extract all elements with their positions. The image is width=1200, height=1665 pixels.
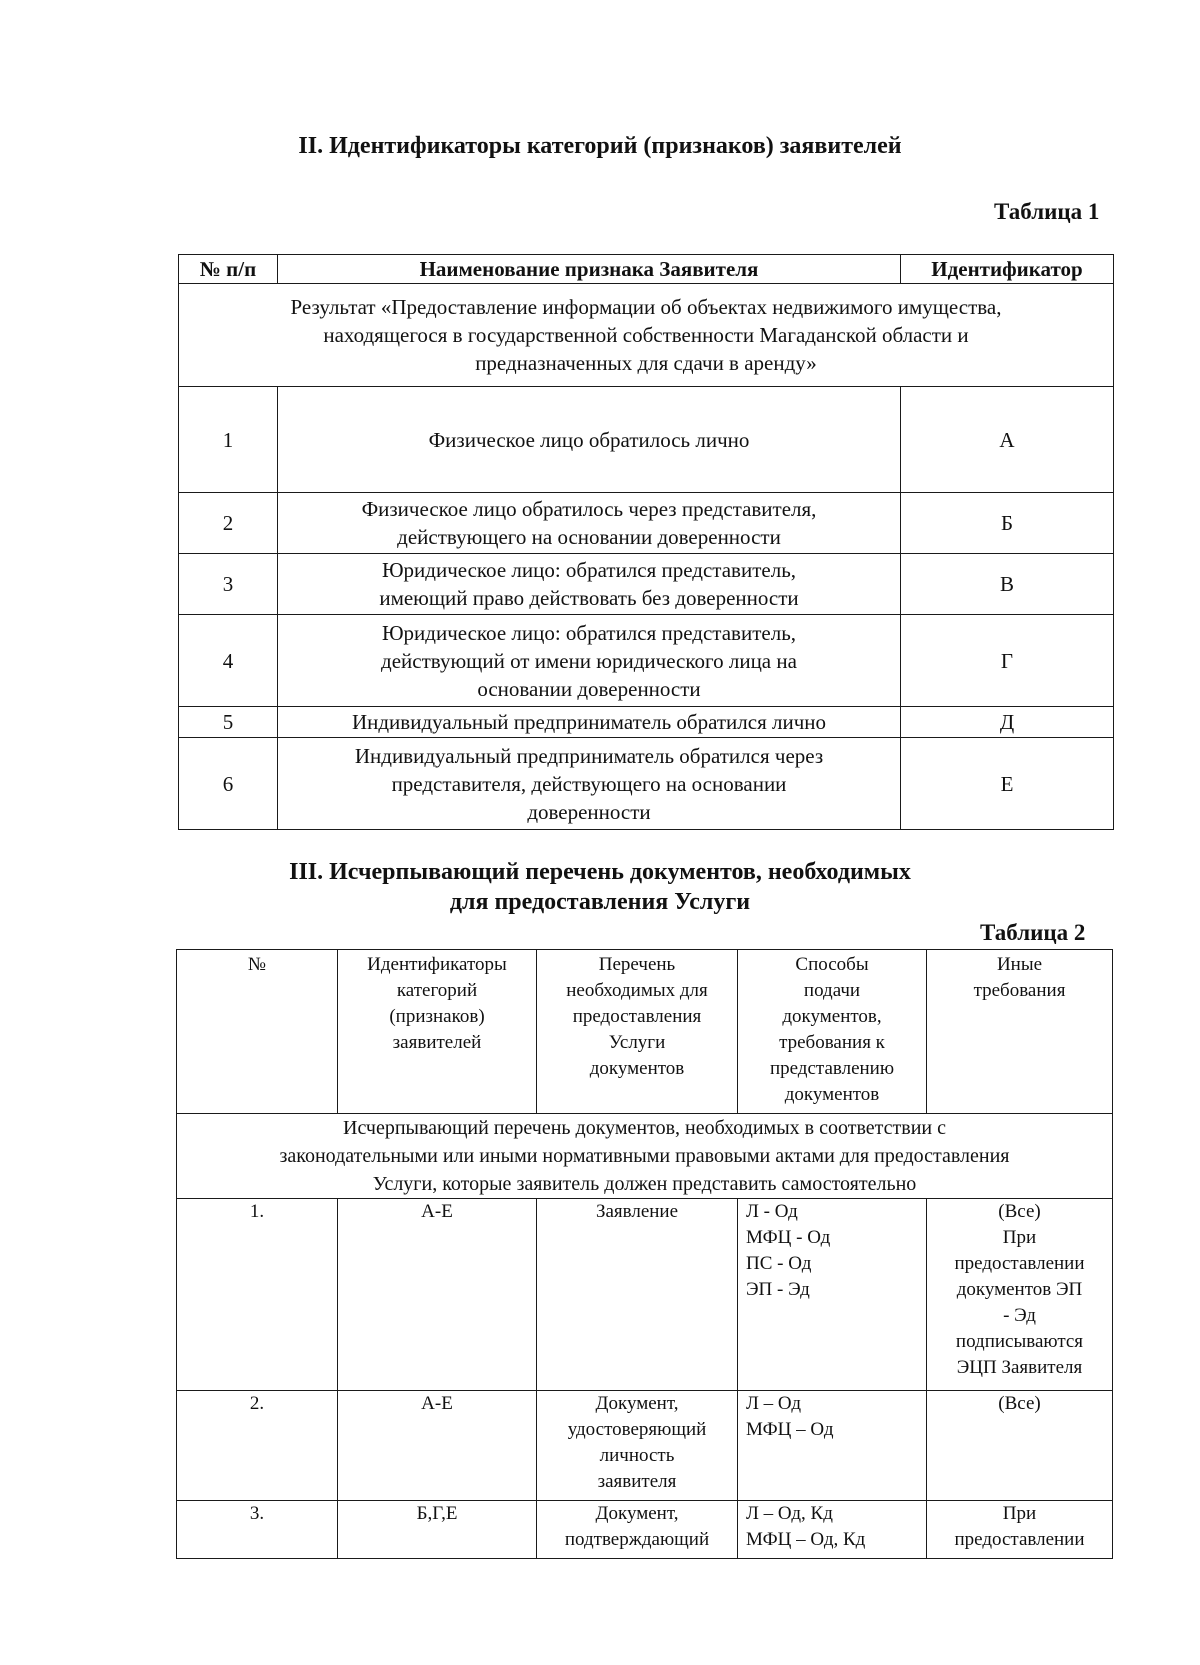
table-row — [177, 1199, 1113, 1391]
row-name-line: Физическое лицо обратилось лично — [428, 427, 750, 452]
cell-line: документов ЭП — [956, 1279, 1083, 1300]
header-line: Способы — [795, 954, 869, 975]
cell-line: - Эд — [1003, 1305, 1036, 1326]
row-name-line: имеющий право действовать без доверенности — [379, 586, 799, 610]
cell-line: предоставлении — [954, 1253, 1085, 1274]
row-num: 2. — [177, 1391, 338, 1501]
row-applicant-ids: Б,Г,Е — [338, 1501, 537, 1559]
table-row — [179, 387, 1114, 493]
applicant-categories-table — [178, 254, 1114, 830]
cell-line: ПС - Од — [746, 1253, 812, 1274]
row-name-line: действующего на основании доверенности — [397, 525, 781, 549]
header-other-requirements — [927, 950, 1113, 1114]
row-submission-methods — [738, 1391, 927, 1501]
row-submission-methods — [738, 1199, 927, 1391]
cell-line: (Все) — [998, 1201, 1041, 1222]
row-document — [537, 1199, 738, 1391]
table2-header-row — [177, 950, 1113, 1114]
table-row — [177, 1391, 1113, 1501]
row-name-line: Физическое лицо обратилось через представителя, — [361, 497, 817, 521]
cell-line: подтверждающий — [564, 1529, 710, 1550]
header-line: требования к — [779, 1032, 885, 1053]
banner-line: законодательными или иными нормативными правовыми актами для предоставления — [279, 1145, 1010, 1167]
header-line: документов — [784, 1084, 880, 1105]
header-line: подачи — [803, 980, 861, 1001]
cell-line: Документ, — [595, 1503, 679, 1524]
header-num: № п/п — [179, 255, 278, 284]
row-name — [278, 554, 901, 615]
cell-line: личность — [599, 1445, 675, 1466]
cell-line: удостоверяющий — [567, 1419, 707, 1440]
header-line: заявителей — [392, 1032, 482, 1053]
row-other-requirements — [927, 1199, 1113, 1391]
banner-line: Исчерпывающий перечень документов, необходимых в соответствии с — [343, 1117, 946, 1139]
row-name-line: Юридическое лицо: обратился представитель, — [381, 620, 797, 645]
row-num: 5 — [179, 707, 278, 738]
header-line: необходимых для — [566, 980, 708, 1001]
row-name-line: доверенности — [527, 799, 651, 824]
row-document — [537, 1501, 738, 1559]
row-identifier: Г — [901, 615, 1114, 707]
header-line: № — [247, 954, 267, 975]
cell-line: Заявление — [595, 1201, 679, 1222]
table-row — [179, 493, 1114, 554]
cell-line: МФЦ - Од — [746, 1227, 831, 1248]
header-line: представлению — [769, 1058, 895, 1079]
section3-title-line1: III. Исчерпывающий перечень документов, необходимых — [289, 859, 911, 885]
row-applicant-ids: А-Е — [338, 1391, 537, 1501]
cell-line: ЭЦП Заявителя — [956, 1357, 1083, 1378]
header-line: Идентификаторы — [367, 954, 507, 975]
header-num — [177, 950, 338, 1114]
documents-table — [176, 949, 1113, 1559]
header-line: категорий — [396, 980, 478, 1001]
header-line: Услуги — [608, 1032, 666, 1053]
row-applicant-ids: А-Е — [338, 1199, 537, 1391]
row-document — [537, 1391, 738, 1501]
row-name — [278, 387, 901, 493]
banner-line: предназначенных для сдачи в аренду» — [475, 351, 817, 375]
cell-line: Л – Од — [746, 1393, 802, 1414]
row-submission-methods — [738, 1501, 927, 1559]
header-line: документов, — [782, 1006, 882, 1027]
header-applicant-ids — [338, 950, 537, 1114]
row-identifier: Д — [901, 707, 1114, 738]
table-row — [177, 1501, 1113, 1559]
table2-banner — [177, 1114, 1113, 1199]
cell-line: МФЦ – Од, Кд — [746, 1529, 866, 1550]
header-line: предоставления — [572, 1006, 702, 1027]
cell-line: ЭП - Эд — [746, 1279, 810, 1300]
row-num: 4 — [179, 615, 278, 707]
table1-caption: Таблица 1 — [994, 199, 1100, 224]
row-name-line: действующий от имени юридического лица на — [381, 648, 797, 673]
table2-caption: Таблица 2 — [980, 920, 1086, 945]
cell-line: подписываются — [955, 1331, 1084, 1352]
cell-line: При — [1002, 1503, 1037, 1524]
cell-line: Документ, — [595, 1393, 679, 1414]
banner-line: находящегося в государственной собственности Магаданской области и — [323, 323, 969, 347]
banner-line: Услуги, которые заявитель должен представить самостоятельно — [372, 1173, 917, 1195]
table-row — [179, 615, 1114, 707]
cell-line: (Все) — [998, 1393, 1041, 1414]
header-name: Наименование признака Заявителя — [278, 255, 901, 284]
header-id: Идентификатор — [901, 255, 1114, 284]
header-line: (признаков) — [389, 1006, 485, 1027]
cell-line: МФЦ – Од — [746, 1419, 834, 1440]
row-name — [278, 707, 901, 738]
row-name-line: представителя, действующего на основании — [391, 771, 787, 796]
table2-banner-row — [177, 1114, 1113, 1199]
header-line: требования — [973, 980, 1066, 1001]
row-name-line: Юридическое лицо: обратился представитель, — [381, 558, 797, 582]
row-name-line: Индивидуальный предприниматель обратился лично — [351, 710, 827, 734]
header-submission-methods — [738, 950, 927, 1114]
header-document-list — [537, 950, 738, 1114]
row-other-requirements — [927, 1501, 1113, 1559]
row-num: 1 — [179, 387, 278, 493]
table-row — [179, 554, 1114, 615]
row-identifier: Б — [901, 493, 1114, 554]
row-name-line: Индивидуальный предприниматель обратился через — [354, 743, 824, 768]
cell-line: При — [1002, 1227, 1037, 1248]
section2-title: II. Идентификаторы категорий (признаков) заявителей — [298, 133, 902, 159]
row-num: 3 — [179, 554, 278, 615]
header-line: Иные — [996, 954, 1043, 975]
section3-title-line2: для предоставления Услуги — [449, 889, 751, 915]
cell-line: заявителя — [597, 1471, 677, 1492]
header-line: документов — [589, 1058, 685, 1079]
row-identifier: Е — [901, 738, 1114, 830]
table-row — [179, 738, 1114, 830]
table-row — [179, 707, 1114, 738]
row-name — [278, 738, 901, 830]
row-other-requirements — [927, 1391, 1113, 1501]
row-num: 1. — [177, 1199, 338, 1391]
row-num: 2 — [179, 493, 278, 554]
row-name — [278, 493, 901, 554]
row-num: 3. — [177, 1501, 338, 1559]
row-name — [278, 615, 901, 707]
header-line: Перечень — [598, 954, 676, 975]
cell-line: предоставлении — [954, 1529, 1085, 1550]
cell-line: Л - Од — [746, 1201, 798, 1222]
row-identifier: В — [901, 554, 1114, 615]
row-identifier: А — [901, 387, 1114, 493]
row-num: 6 — [179, 738, 278, 830]
table1-banner-row — [179, 284, 1114, 387]
row-name-line: основании доверенности — [477, 676, 701, 701]
cell-line: Л – Од, Кд — [746, 1503, 833, 1524]
banner-line: Результат «Предоставление информации об объектах недвижимого имущества, — [290, 295, 1002, 319]
table1-header-row — [179, 255, 1114, 284]
table1-banner — [179, 284, 1114, 387]
